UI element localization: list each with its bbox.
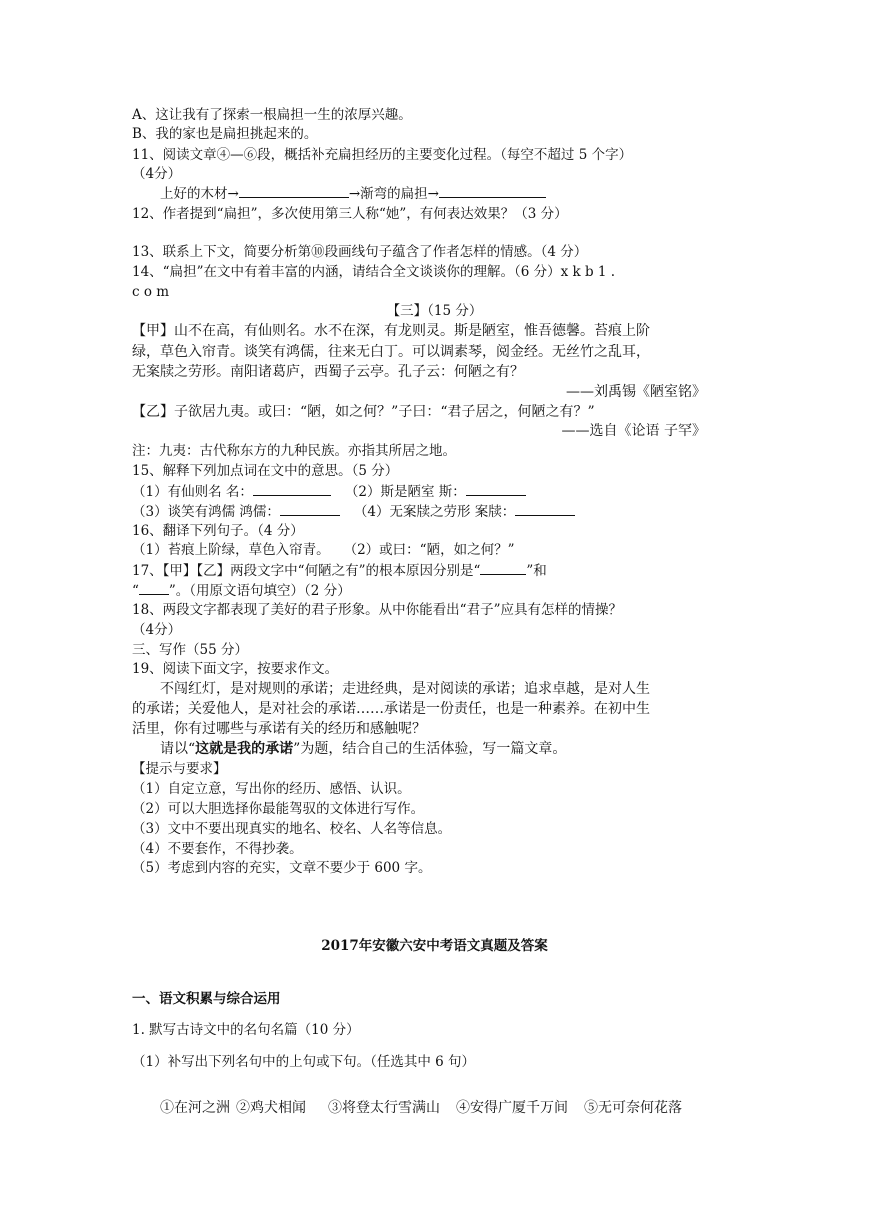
q15-item-4: （4）无案牍之劳形 案牍： (353, 504, 516, 520)
option-b: B、我的家也是扁担挑起来的。 (132, 126, 318, 142)
question-15-row-1 (132, 482, 526, 502)
poem-items (160, 1099, 682, 1118)
question-18-score: （4分） (132, 622, 182, 638)
tip-4: （4）不要套作，不得抄袭。 (132, 841, 303, 857)
text-jia-line-3: 无案牍之劳形。南阳诸葛庐，西蜀子云亭。孔子云：何陋之有？ (132, 364, 524, 380)
text-yi-line-1: 【乙】子欲居九夷。或曰：“陋，如之何？”子曰：“君子居之，何陋之有？” (132, 404, 595, 420)
q16-item-1: （1）苔痕上阶绿，草色入帘青。 (132, 542, 330, 558)
poem-item-1: ①在河之洲 (160, 1100, 230, 1116)
prompt-line-1: 不闯红灯，是对规则的承诺；走进经典，是对阅读的承诺；追求卓越，是对人生 (160, 681, 650, 697)
section-3-heading: 【三】（15 分） (386, 303, 483, 319)
essay-title: 这就是我的承诺 (195, 741, 294, 757)
question-14: 14、“扁担”在文中有着丰富的内涵，请结合全文谈谈你的理解。（6 分）x k b 1 . (132, 264, 616, 280)
q15-item-1: （1）有仙则名 名： (132, 484, 253, 500)
question-11: 11、阅读文章④—⑥段，概括补充扁担经历的主要变化过程。（每空不超过 5 个字） (132, 147, 633, 163)
question-16: 16、翻译下列句子。（4 分） (132, 523, 304, 539)
q15-item-2: （2）斯是陋室 斯： (344, 484, 466, 500)
tip-3: （3）文中不要出现真实的地名、校名、人名等信息。 (132, 821, 452, 837)
question-14-cont: c o m (132, 284, 170, 300)
note: 注：九夷：古代称东方的九种民族。亦指其所居之地。 (132, 443, 456, 459)
question-12: 12、作者提到“扁担”，多次使用第三人称“她”，有何表达效果？（3 分） (132, 206, 568, 222)
tip-5: （5）考虑到内容的充实，文章不要少于 600 字。 (132, 860, 432, 876)
section-writing: 三、写作（55 分） (132, 642, 248, 658)
q17-text-b: ”和 (526, 563, 547, 579)
question-15: 15、解释下列加点词在文中的意思。（5 分） (132, 463, 399, 479)
prompt-line-4 (160, 740, 566, 759)
question-11-score: （4分） (132, 166, 182, 182)
answer-blank-q15-2[interactable] (466, 482, 526, 496)
text-jia-line-2: 绿，草色入帘青。谈笑有鸿儒，往来无白丁。可以调素琴，阅金经。无丝竹之乱耳， (132, 344, 650, 360)
answer-blank-q15-3[interactable] (280, 502, 340, 516)
poem-item-5: ⑤无可奈何花落 (584, 1100, 682, 1116)
poem-item-3: ③将登太行雪满山 (328, 1100, 440, 1116)
question-15-row-2 (132, 502, 575, 522)
answer-blank-1[interactable] (239, 184, 349, 198)
text-yi-source: ——选自《论语 子罕》 (561, 423, 706, 439)
flow-start: 上好的木材→ (160, 186, 239, 202)
option-a: A、这让我有了探索一根扁担一生的浓厚兴趣。 (132, 107, 412, 123)
tip-2: （2）可以大胆选择你最能驾驭的文体进行写作。 (132, 801, 425, 817)
question-1-sub-1: （1）补写出下列名句中的上句或下句。（任选其中 6 句） (132, 1054, 476, 1070)
q17-text-c: “ (132, 583, 139, 599)
prompt-4-a: 请以“ (160, 741, 196, 757)
answer-blank-q17-2[interactable] (139, 581, 169, 595)
question-19: 19、阅读下面文字，按要求作文。 (132, 661, 339, 677)
poem-item-2: ②鸡犬相闻 (236, 1100, 306, 1116)
question-17 (132, 561, 547, 581)
question-18: 18、两段文字都表现了美好的君子形象。从中你能看出“君子”应具有怎样的情操？ (132, 602, 622, 618)
text-jia-line-1: 【甲】山不在高，有仙则名。水不在深，有龙则灵。斯是陋室，惟吾德馨。苔痕上阶 (132, 323, 650, 339)
prompt-line-3: 活里，你有过哪些与承诺有关的经历和感触呢？ (132, 721, 426, 737)
flow-mid: →渐弯的扁担→ (348, 186, 439, 202)
question-17-cont (132, 581, 351, 601)
tips-heading: 【提示与要求】 (132, 761, 227, 777)
q16-item-2: （2）或曰：“陋，如之何？” (343, 542, 515, 558)
tip-1: （1）自定立意，写出你的经历、感悟、认识。 (132, 781, 411, 797)
question-13: 13、联系上下文，简要分析第⑩段画线句子蕴含了作者怎样的情感。（4 分） (132, 244, 588, 260)
question-11-flow (160, 184, 546, 204)
answer-blank-2[interactable] (439, 184, 546, 198)
document-title: 2017年安徽六安中考语文真题及答案 (321, 938, 548, 954)
text-jia-source: ——刘禹锡《陋室铭》 (566, 384, 706, 400)
poem-item-4: ④安得广厦千万间 (456, 1100, 568, 1116)
question-16-items (132, 541, 515, 560)
q17-text-d: ”。（用原文语句填空）（2 分） (168, 583, 351, 599)
section-1-heading: 一、语文积累与综合运用 (132, 991, 281, 1007)
q15-item-3: （3）谈笑有鸿儒 鸿儒： (132, 504, 280, 520)
q17-text-a: 17、【甲】【乙】两段文字中“何陋之有”的根本原因分别是“ (132, 563, 481, 579)
answer-blank-q15-4[interactable] (515, 502, 575, 516)
prompt-4-b: ”为题，结合自己的生活体验，写一篇文章。 (293, 741, 567, 757)
answer-blank-q17-1[interactable] (480, 561, 526, 575)
answer-blank-q15-1[interactable] (253, 482, 331, 496)
prompt-line-2: 的承诺；关爱他人，是对社会的承诺……承诺是一份责任，也是一种素养。在初中生 (132, 701, 650, 717)
question-1: 1. 默写古诗文中的名句名篇（10 分） (132, 1022, 360, 1038)
